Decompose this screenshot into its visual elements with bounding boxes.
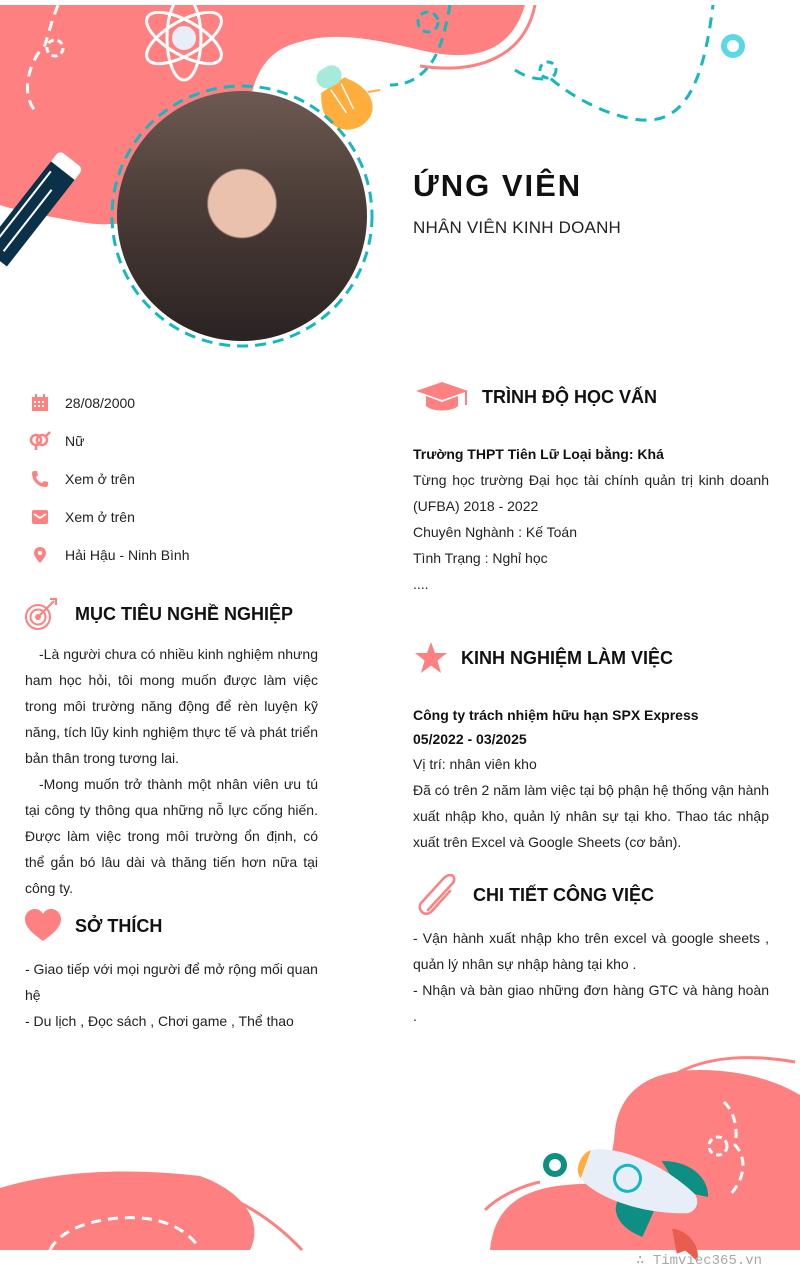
job-detail-line: - Vận hành xuất nhập kho trên excel và google sheets , quản lý nhân sự nhập hàng tại kho .: [413, 930, 769, 972]
education-line: Chuyên Nghành : Kế Toán: [413, 524, 577, 540]
experience-text: [413, 703, 769, 855]
avatar: [108, 82, 376, 350]
job-details-heading: [414, 874, 654, 916]
education-text: [413, 441, 769, 597]
email-value: Xem ở trên: [65, 509, 135, 525]
hobbies-text: [25, 956, 318, 1034]
education-line: ....: [413, 576, 429, 592]
location-icon: [28, 544, 52, 566]
section-title: KINH NGHIỆM LÀM VIỆC: [461, 647, 674, 668]
job-title: NHÂN VIÊN KINH DOANH: [413, 218, 622, 237]
company-name: Công ty trách nhiệm hữu hạn SPX Express: [413, 707, 699, 723]
job-details-text: [413, 925, 769, 1029]
candidate-name: ỨNG VIÊN: [413, 168, 583, 203]
career-objective-heading: [24, 597, 293, 631]
experience-heading: [414, 641, 673, 675]
hobby-line: - Giao tiếp với mọi người để mở rộng mối quan hệ: [25, 961, 318, 1003]
phone-icon: [28, 468, 52, 490]
section-title: SỞ THÍCH: [75, 915, 163, 936]
work-period: 05/2022 - 03/2025: [413, 731, 527, 747]
info-phone: [28, 460, 328, 498]
paperclip-icon: [414, 874, 460, 916]
info-birthday: [28, 384, 328, 422]
education-line: Từng học trường Đại học tài chính quản trị kinh doanh (UFBA) 2018 - 2022: [413, 472, 769, 514]
objective-paragraph: -Mong muốn trở thành một nhân viên ưu tú tại công ty thông qua những nỗ lực cống hiến. Được làm việc trong môi trường ổn định, có thể gắn bó lâu dài và thăng tiến hơn nữa tại công ty.: [25, 776, 318, 896]
career-objective-text: [25, 641, 318, 901]
section-title: MỤC TIÊU NGHỀ NGHIỆP: [75, 603, 294, 624]
watermark: ∴ Timviec365.vn: [636, 1253, 763, 1269]
info-gender: [28, 422, 328, 460]
birthday-value: 28/08/2000: [65, 395, 136, 411]
target-icon: [24, 597, 58, 631]
work-position: Vị trí: nhân viên kho: [413, 756, 537, 772]
section-title: CHI TIẾT CÔNG VIỆC: [473, 884, 655, 905]
graduation-cap-icon: [414, 380, 470, 414]
profile-photo: [117, 91, 367, 341]
personal-info: [28, 384, 328, 574]
gender-value: Nữ: [65, 433, 85, 449]
objective-paragraph: -Là người chưa có nhiều kinh nghiệm nhưng ham học hỏi, tôi mong muốn được làm việc trong môi trường năng động để rèn luyện kỹ năng, tích lũy kinh nghiệm thực tế và phát triển bản thân trong tương lai.: [25, 646, 318, 766]
star-icon: [414, 641, 448, 675]
email-icon: [28, 506, 52, 528]
info-address: [28, 536, 328, 574]
work-description: Đã có trên 2 năm làm việc tại bộ phận hệ thống vận hành xuất nhập kho, quản lý nhân sự tại kho. Thao tác nhập xuất trên Excel và Google Sheets (cơ bản).: [413, 782, 769, 850]
section-title: TRÌNH ĐỘ HỌC VẤN: [482, 386, 657, 407]
heart-icon: [24, 909, 62, 943]
school-name: Trường THPT Tiên Lữ Loại bằng: Khá: [413, 446, 664, 462]
education-line: Tình Trạng : Nghỉ học: [413, 550, 548, 566]
hobby-line: - Du lịch , Đọc sách , Chơi game , Thể thao: [25, 1013, 294, 1029]
gender-icon: [28, 430, 52, 452]
phone-value: Xem ở trên: [65, 471, 135, 487]
address-value: Hải Hậu - Ninh Bình: [65, 547, 190, 563]
hobbies-heading: [24, 909, 162, 943]
education-heading: [414, 380, 657, 414]
job-detail-line: - Nhận và bàn giao những đơn hàng GTC và hàng hoàn .: [413, 982, 769, 1024]
info-email: [28, 498, 328, 536]
calendar-icon: [28, 392, 52, 414]
